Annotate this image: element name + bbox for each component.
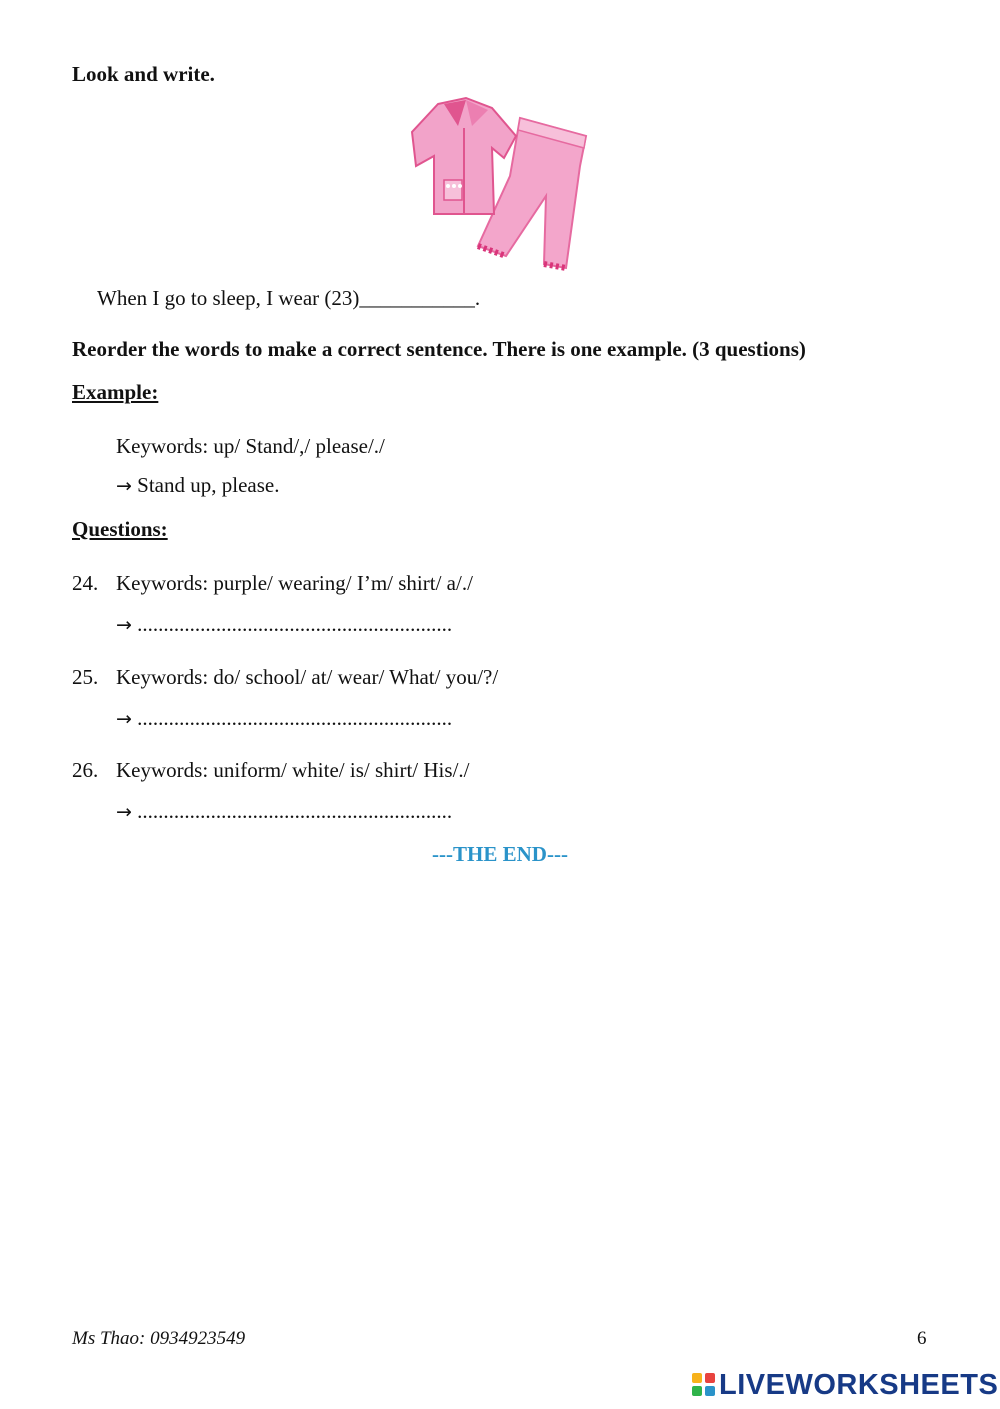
section-heading-reorder: Reorder the words to make a correct sentence. There is one example. (3 questions) — [72, 337, 806, 361]
question-keywords: Keywords: do/ school/ at/ wear/ What/ you/?/ — [116, 665, 499, 689]
arrow-icon: → — [116, 801, 132, 823]
answer-line — [116, 612, 452, 637]
example-keywords: Keywords: up/ Stand/,/ please/./ — [116, 434, 385, 458]
example-answer-line — [116, 473, 279, 498]
arrow-icon: → — [116, 475, 132, 497]
liveworksheets-wordmark: LIVEWORKSHEETS — [719, 1368, 999, 1401]
question-keywords: Keywords: uniform/ white/ is/ shirt/ His/./ — [116, 758, 470, 782]
liveworksheets-logo-icon — [692, 1373, 716, 1397]
arrow-icon: → — [116, 708, 132, 730]
pink-pajamas-icon — [408, 96, 593, 276]
question-number: 24. — [72, 571, 99, 595]
footer-author: Ms Thao: 0934923549 — [72, 1328, 246, 1349]
answer-blank[interactable]: ............................................................ — [137, 799, 453, 823]
questions-label: Questions: — [72, 517, 168, 541]
liveworksheets-logo[interactable] — [692, 1368, 998, 1402]
answer-line — [116, 706, 452, 731]
answer-blank[interactable]: ............................................................ — [137, 706, 453, 730]
answer-line — [116, 799, 452, 824]
question-keywords: Keywords: purple/ wearing/ I’m/ shirt/ a/./ — [116, 571, 473, 595]
question-number: 26. — [72, 758, 99, 782]
the-end-text: ---THE END--- — [432, 842, 568, 866]
question-number: 25. — [72, 665, 99, 689]
example-label: Example: — [72, 380, 159, 404]
look-and-write-sentence: When I go to sleep, I wear (23)___________. — [97, 286, 481, 310]
page-number: 6 — [917, 1328, 927, 1349]
example-answer: Stand up, please. — [137, 473, 280, 497]
answer-blank[interactable]: ............................................................ — [137, 612, 453, 636]
arrow-icon: → — [116, 614, 132, 636]
section-heading-look-and-write: Look and write. — [72, 62, 215, 86]
